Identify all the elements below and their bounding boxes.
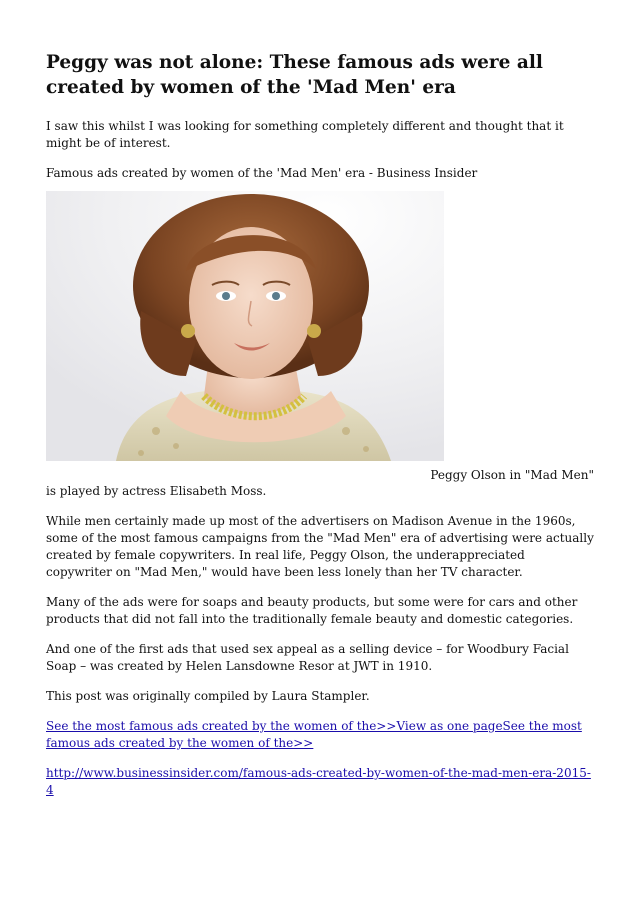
body-paragraph: This post was originally compiled by Laura Stampler. — [46, 689, 370, 703]
image-caption: Peggy Olson in "Mad Men" — [430, 468, 594, 482]
body-paragraph: And one of the first ads that used sex appeal as a selling device – for Woodbury Facial Soap – was created by Helen Lansdowne Resor at JWT in 1910. — [46, 642, 569, 673]
image-caption-continuation: is played by actress Elisabeth Moss. — [46, 484, 267, 498]
source-url-link[interactable]: http://www.businessinsider.com/famous-ads-created-by-women-of-the-mad-men-era-2015-4 — [46, 766, 591, 797]
portrait-photo — [46, 191, 444, 461]
url-paragraph — [46, 765, 594, 799]
body-paragraph: Many of the ads were for soaps and beauty products, but some were for cars and other products that did not fall into the traditionally female beauty and domestic categories. — [46, 595, 578, 626]
figure — [46, 191, 594, 487]
source-line: Famous ads created by women of the 'Mad Men' era - Business Insider — [46, 166, 478, 180]
body-paragraph: While men certainly made up most of the advertisers on Madison Avenue in the 1960s, some of the most famous campaigns from the "Mad Men" era of advertising were actually created by female copywriters. In real life, Peggy Olson, the underappreciated copywriter on "Mad Men," would have been less lonely than her TV character. — [46, 514, 594, 579]
see-more-link[interactable]: See the most famous ads created by the women of the>>View as one pageSee the most famous ads created by the women of the>> — [46, 719, 582, 750]
link-paragraph — [46, 718, 594, 752]
page-title: Peggy was not alone: These famous ads were all created by women of the 'Mad Men' era — [46, 52, 543, 98]
intro-paragraph: I saw this whilst I was looking for something completely different and thought that it might be of interest. — [46, 119, 564, 150]
document-page — [46, 50, 594, 812]
